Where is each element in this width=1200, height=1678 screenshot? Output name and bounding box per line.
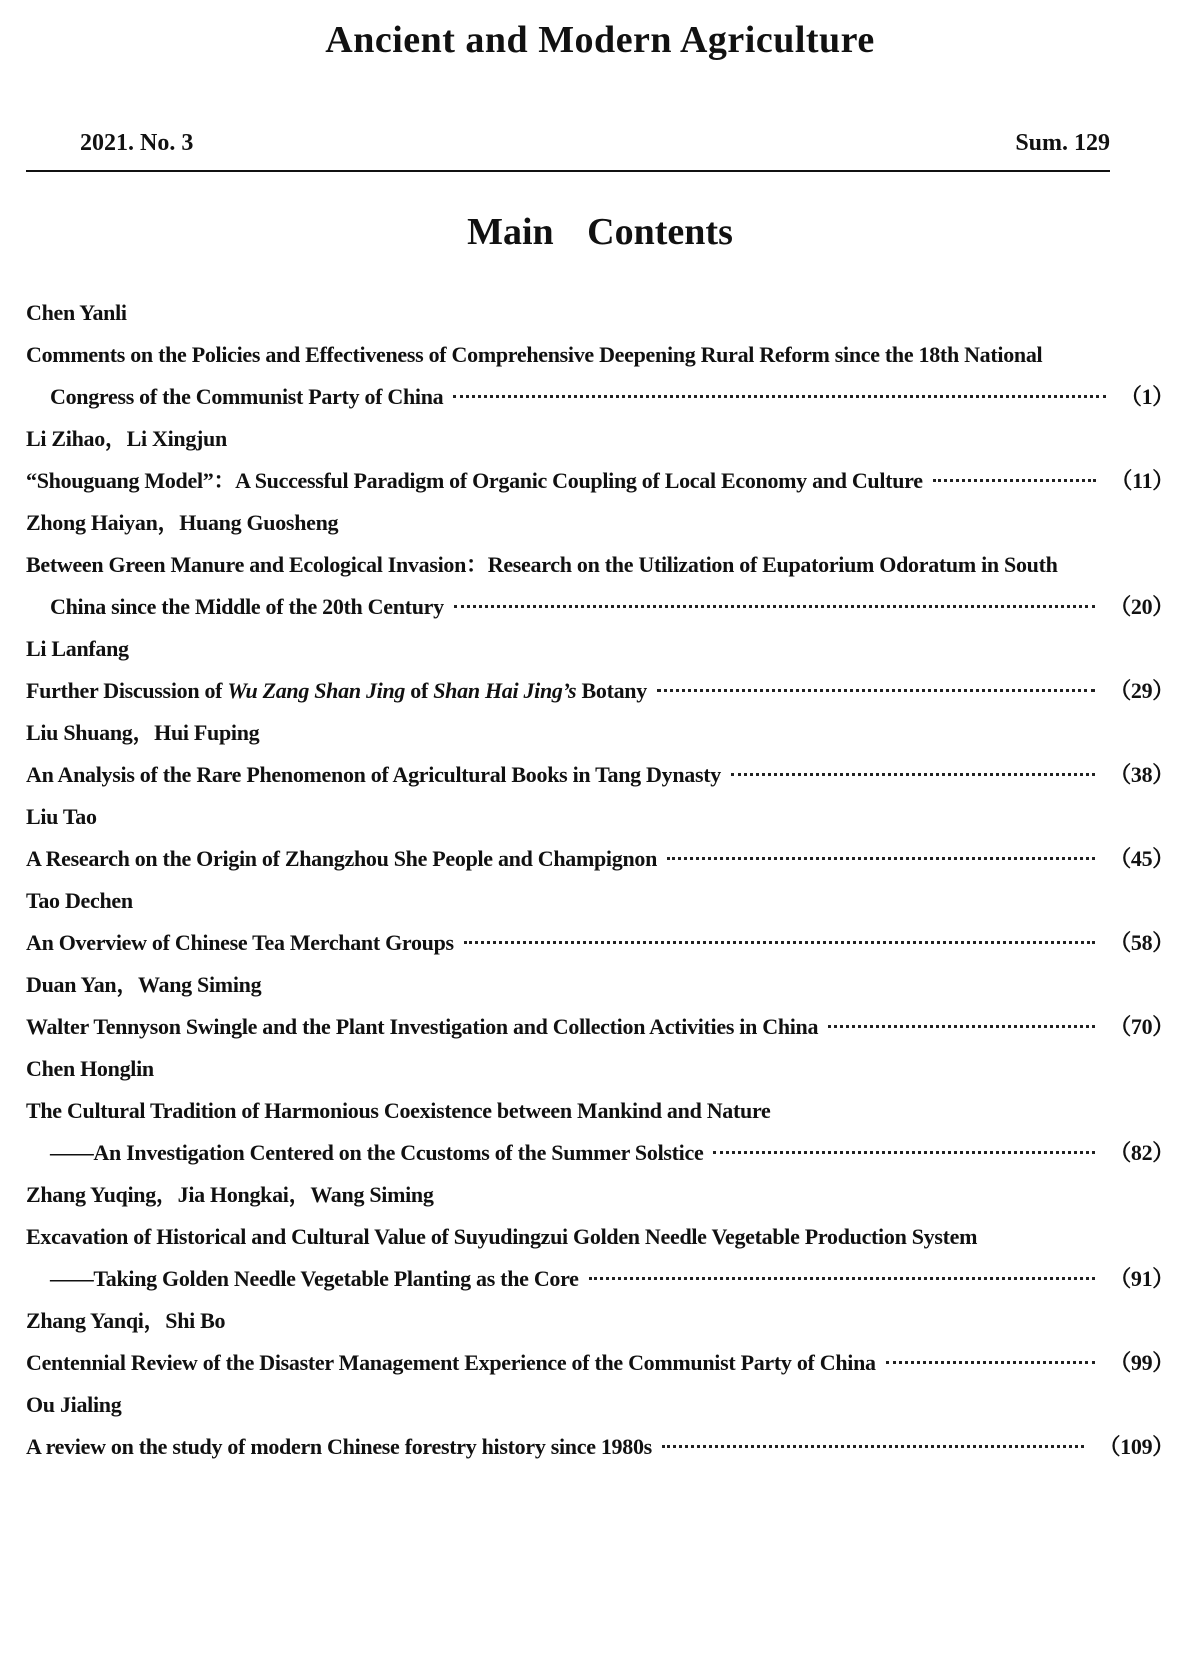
entry-authors: Ou Jialing bbox=[26, 1392, 122, 1417]
entry-title[interactable]: The Cultural Tradition of Harmonious Coexistence between Mankind and Nature bbox=[26, 1098, 771, 1123]
entry-title-continued[interactable] bbox=[26, 586, 1174, 628]
entry-title[interactable]: Excavation of Historical and Cultural Value of Suyudingzui Golden Needle Vegetable Production System bbox=[26, 1224, 978, 1249]
entry-authors: Duan Yan，Wang Siming bbox=[26, 972, 262, 997]
entry-authors: Liu Tao bbox=[26, 804, 97, 829]
title-part: of bbox=[405, 678, 434, 703]
entry-title-text: Walter Tennyson Swingle and the Plant Investigation and Collection Activities in China bbox=[26, 1014, 819, 1039]
page-number: （20） bbox=[1109, 594, 1174, 619]
page-number: （29） bbox=[1109, 678, 1174, 703]
page-number: （58） bbox=[1109, 930, 1174, 955]
entry-authors: Tao Dechen bbox=[26, 888, 133, 913]
entry-title-text: Centennial Review of the Disaster Management Experience of the Communist Party of China bbox=[26, 1350, 876, 1375]
entry-title-text: Congress of the Communist Party of China bbox=[50, 384, 444, 409]
entry-title[interactable] bbox=[26, 1006, 1174, 1048]
page-number: （38） bbox=[1109, 762, 1174, 787]
page-number: （82） bbox=[1109, 1140, 1174, 1165]
entry-title-continued[interactable] bbox=[26, 376, 1174, 418]
page-number: （45） bbox=[1109, 846, 1174, 871]
entry-authors: Zhong Haiyan，Huang Guosheng bbox=[26, 510, 339, 535]
entry-title[interactable]: Between Green Manure and Ecological Invasion：Research on the Utilization of Eupatorium Odoratum in South bbox=[26, 552, 1058, 577]
entry-authors: Zhang Yanqi，Shi Bo bbox=[26, 1308, 226, 1333]
entry-authors: Chen Honglin bbox=[26, 1056, 154, 1081]
entry-title-text: China since the Middle of the 20th Century bbox=[50, 594, 444, 619]
entry-title-text: A review on the study of modern Chinese forestry history since 1980s bbox=[26, 1434, 652, 1459]
entry-title[interactable] bbox=[26, 754, 1174, 796]
header-rule bbox=[26, 170, 1110, 172]
dot-leader bbox=[667, 857, 1095, 860]
entry-title-continued[interactable] bbox=[26, 1132, 1174, 1174]
entry-title[interactable] bbox=[26, 838, 1174, 880]
entry-authors: Zhang Yuqing，Jia Hongkai，Wang Siming bbox=[26, 1182, 434, 1207]
entry-title-text: ——Taking Golden Needle Vegetable Planting as the Core bbox=[50, 1266, 579, 1291]
journal-title: Ancient and Modern Agriculture bbox=[325, 19, 875, 61]
issue-number: 2021. No. 3 bbox=[80, 130, 194, 156]
title-part: Further Discussion of bbox=[26, 678, 228, 703]
entry-title-text: An Analysis of the Rare Phenomenon of Agricultural Books in Tang Dynasty bbox=[26, 762, 721, 787]
contents-title: Main Contents bbox=[467, 211, 733, 253]
entry-title[interactable] bbox=[26, 1342, 1174, 1384]
page-number: （91） bbox=[1109, 1266, 1174, 1291]
entry-title-text: An Overview of Chinese Tea Merchant Groups bbox=[26, 930, 454, 955]
page-number: （109） bbox=[1098, 1434, 1174, 1459]
dot-leader bbox=[886, 1361, 1095, 1364]
page-number: （11） bbox=[1110, 468, 1174, 493]
entry-title-text: A Research on the Origin of Zhangzhou She People and Champignon bbox=[26, 846, 658, 871]
entry-title[interactable]: Comments on the Policies and Effectiveness of Comprehensive Deepening Rural Reform since the 18th National bbox=[26, 342, 1043, 367]
dot-leader bbox=[828, 1025, 1095, 1028]
title-italic-part: Wu Zang Shan Jing bbox=[227, 678, 406, 703]
entry-title-text bbox=[26, 670, 647, 712]
entry-title[interactable] bbox=[26, 670, 1174, 712]
dot-leader bbox=[933, 479, 1097, 482]
entry-authors: Li Lanfang bbox=[26, 636, 129, 661]
entry-title[interactable] bbox=[26, 460, 1174, 502]
sum-number: Sum. 129 bbox=[1015, 130, 1110, 156]
dot-leader bbox=[453, 395, 1106, 398]
dot-leader bbox=[657, 689, 1095, 692]
page-number: （99） bbox=[1109, 1350, 1174, 1375]
title-italic-part: Shan Hai Jing’s bbox=[433, 678, 577, 703]
entry-authors: Li Zihao，Li Xingjun bbox=[26, 426, 227, 451]
entry-title-text: “Shouguang Model”：A Successful Paradigm of Organic Coupling of Local Economy and Culture bbox=[26, 468, 923, 493]
dot-leader bbox=[731, 773, 1095, 776]
entry-title[interactable] bbox=[26, 922, 1174, 964]
entry-authors: Chen Yanli bbox=[26, 300, 127, 325]
dot-leader bbox=[662, 1445, 1085, 1448]
entry-authors: Liu Shuang，Hui Fuping bbox=[26, 720, 260, 745]
dot-leader bbox=[454, 605, 1095, 608]
entry-title[interactable] bbox=[26, 1426, 1174, 1468]
entry-title-continued[interactable] bbox=[26, 1258, 1174, 1300]
dot-leader bbox=[589, 1277, 1096, 1280]
page-number: （1） bbox=[1119, 384, 1174, 409]
dot-leader bbox=[713, 1151, 1095, 1154]
entry-title-text: ——An Investigation Centered on the Ccustoms of the Summer Solstice bbox=[50, 1140, 704, 1165]
dot-leader bbox=[464, 941, 1095, 944]
page-number: （70） bbox=[1109, 1014, 1174, 1039]
title-part: Botany bbox=[576, 678, 647, 703]
table-of-contents bbox=[26, 292, 1174, 1468]
